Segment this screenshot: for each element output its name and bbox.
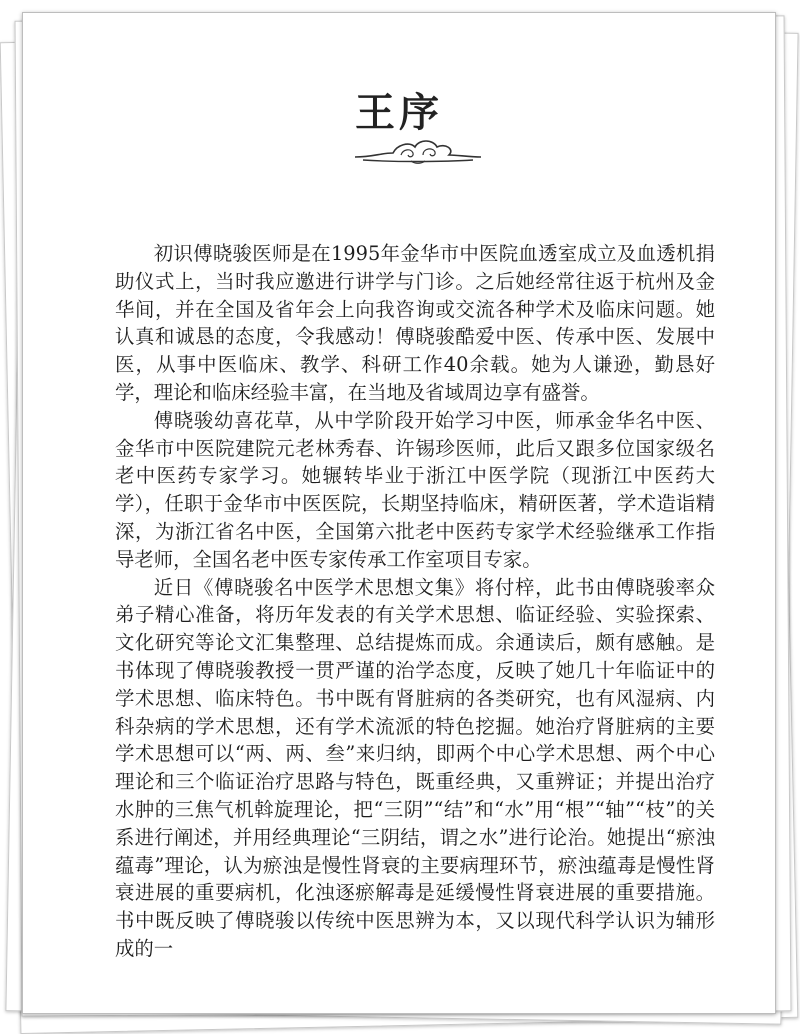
paragraph-3: 近日《傅晓骏名中医学术思想文集》将付梓，此书由傅晓骏率众弟子精心准备，将历年发表的有关学术思想、临证经验、实验探索、文化研究等论文汇集整理、总结提炼而成。余通读后，颇有感触。是书体现了傅晓骏教授一贯严谨的治学态度，反映了她几十年临证中的学术思想、临床特色。书中既有肾脏病的各类研究，也有风湿病、内科杂病的学术思想，还有学术流派的特色挖掘。她治疗肾脏病的主要学术思想可以“两、两、叁”来归纳，即两个中心学术思想、两个中心理论和三个临证治疗思路与特色，既重经典，又重辨证；并提出治疗水肿的三焦气机斡旋理论，把“三阴”“结”和“水”用“根”“轴”“枝”的关系进行阐述，并用经典理论“三阴结，谓之水”进行论治。她提出“瘀浊蕴毒”理论，认为瘀浊是慢性肾衰的主要病理环节，瘀浊蕴毒是慢性肾衰进展的重要病机，化浊逐瘀解毒是延缓慢性肾衰进展的重要措施。书中既反映了傅晓骏以传统中医思辨为本，又以现代科学认识为辅形成的一 bbox=[115, 575, 715, 960]
paragraph-1: 初识傅晓骏医师是在1995年金华市中医院血透室成立及血透机捐助仪式上，当时我应邀进行讲学与门诊。之后她经常往返于杭州及金华间，并在全国及省年会上向我咨询或交流各种学术及临床问题。她认真和诚恳的态度，令我感动！傅晓骏酷爱中医、传承中医、发展中医，从事中医临床、教学、科研工作40余载。她为人谦逊，勤恳好学，理论和临床经验丰富，在当地及省域周边享有盛誉。 bbox=[115, 242, 715, 404]
paragraph-2: 傅晓骏幼喜花草，从中学阶段开始学习中医，师承金华名中医、金华市中医院建院元老林秀春、许锡珍医师，此后又跟多位国家级名老中医药专家学习。她辗转毕业于浙江中医学院（现浙江中医药大学），任职于金华市中医医院，长期坚持临床，精研医著，学术造诣精深，为浙江省名中医，全国第六批老中医药专家学术经验继承工作指导老师，全国名老中医专家传承工作室项目专家。 bbox=[115, 408, 715, 571]
page-title: 王序 bbox=[355, 89, 443, 136]
cloud-ornament-icon bbox=[353, 135, 483, 165]
document-body bbox=[115, 240, 715, 963]
document-page bbox=[22, 12, 776, 1014]
